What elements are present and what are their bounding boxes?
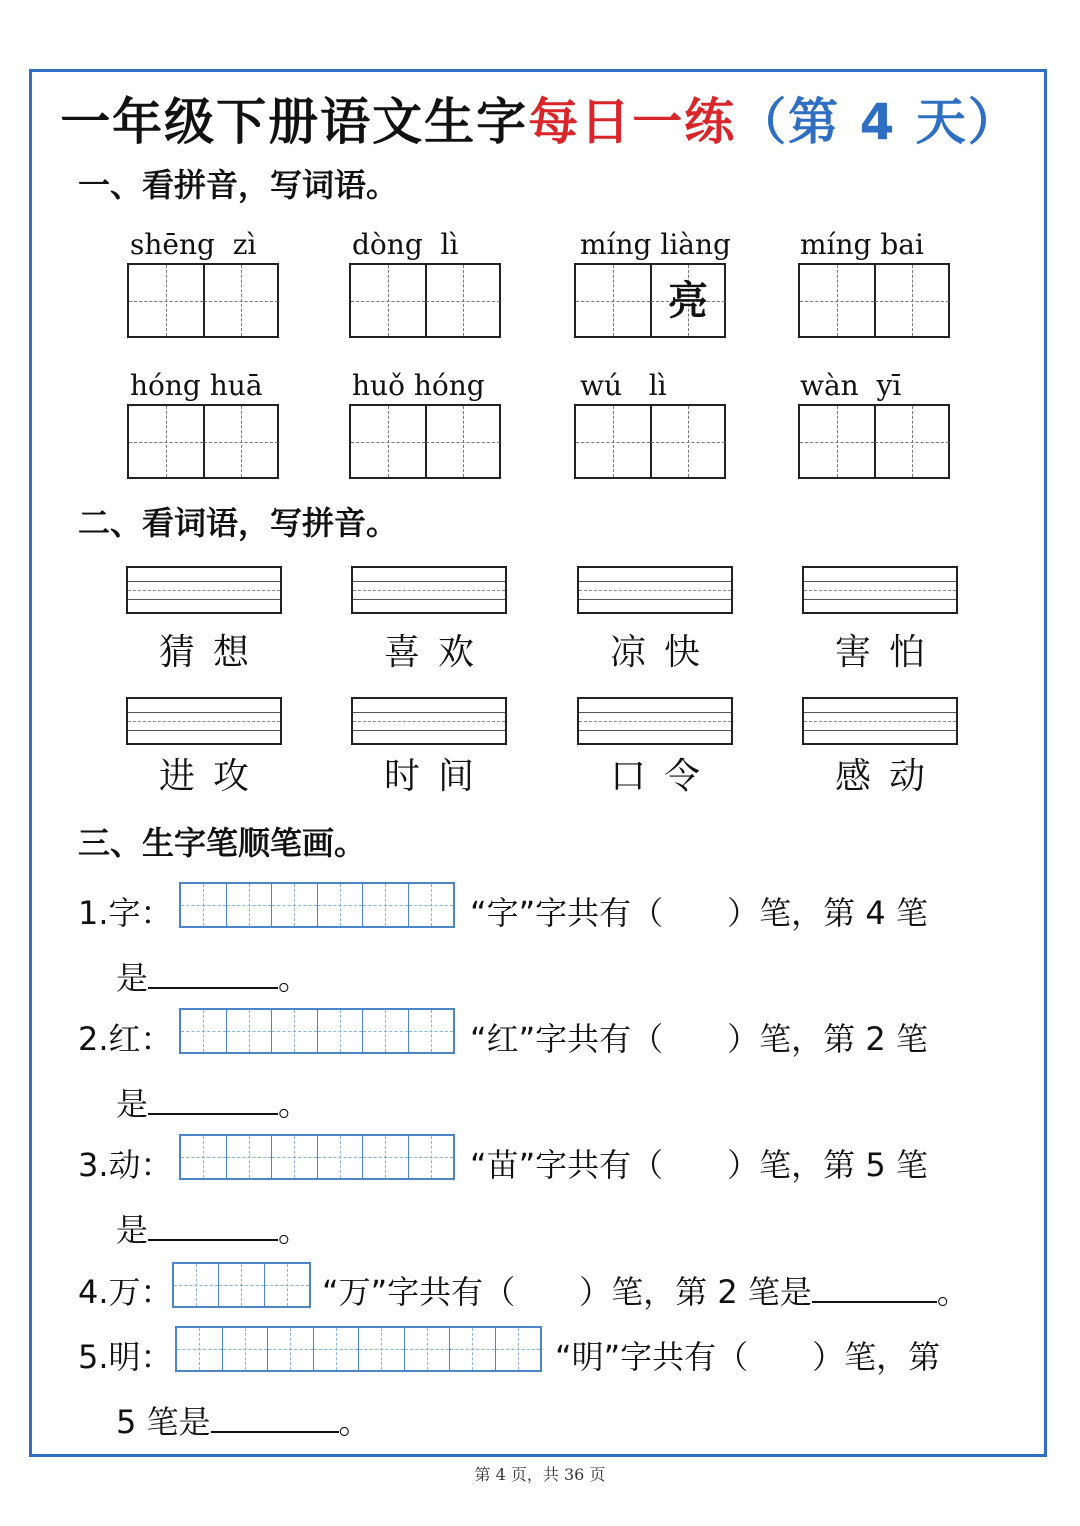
vocab-word: 猜想	[158, 632, 267, 673]
stroke-cell[interactable]	[265, 1264, 309, 1306]
tianzige-cell[interactable]	[204, 265, 278, 336]
vocab-word: 喜欢	[383, 632, 492, 673]
title-main: 一年级下册语文生字	[60, 93, 529, 151]
q1-blank[interactable]	[148, 987, 278, 989]
pinyin-writing-lines[interactable]	[802, 697, 958, 745]
stroke-cell[interactable]	[272, 1010, 318, 1052]
section3-heading: 三、生字笔顺笔画。	[78, 824, 367, 862]
tianzige-box[interactable]	[349, 404, 501, 479]
q3-answer-line	[116, 1205, 310, 1251]
q2-stroke-grid[interactable]	[179, 1008, 455, 1054]
tianzige-cell[interactable]	[204, 406, 278, 477]
vocab-word: 口令	[609, 756, 718, 797]
q3-cont: 是	[116, 1211, 149, 1249]
q4-label: 4.万：	[78, 1273, 173, 1311]
given-character	[800, 406, 874, 477]
stroke-cell[interactable]	[272, 1136, 318, 1178]
tianzige-cell[interactable]	[576, 265, 652, 336]
tianzige-box[interactable]	[127, 263, 279, 338]
q2-answer-line	[116, 1079, 310, 1125]
stroke-cell[interactable]	[174, 1264, 219, 1306]
stroke-cell[interactable]	[359, 1328, 405, 1370]
given-character	[576, 265, 650, 336]
q4-blank[interactable]	[812, 1301, 937, 1303]
stroke-cell[interactable]	[318, 884, 364, 926]
q5-end: 。	[338, 1403, 371, 1441]
q5-stroke-grid[interactable]	[175, 1326, 542, 1372]
q3-stroke-grid[interactable]	[179, 1134, 455, 1180]
q1-stroke-grid[interactable]	[179, 882, 455, 928]
pinyin-label: shēng zì	[130, 228, 257, 261]
q2-text: “红”字共有（ ）笔，第 2 笔	[470, 1020, 928, 1058]
tianzige-cell[interactable]	[576, 406, 652, 477]
q1-end: 。	[278, 959, 311, 997]
pinyin-writing-lines[interactable]	[351, 697, 507, 745]
pinyin-writing-lines[interactable]	[351, 566, 507, 614]
q4-end: 。	[936, 1273, 969, 1311]
stroke-cell[interactable]	[227, 1136, 273, 1178]
vocab-word: 进攻	[158, 756, 267, 797]
q5-answer-line	[116, 1397, 371, 1443]
title-day: （第 4 天）	[736, 93, 1020, 151]
stroke-cell[interactable]	[450, 1328, 496, 1370]
stroke-cell[interactable]	[318, 1010, 364, 1052]
given-character	[576, 406, 650, 477]
q1-answer-line	[116, 953, 310, 999]
stroke-cell[interactable]	[405, 1328, 451, 1370]
given-character	[875, 265, 949, 336]
given-character	[351, 265, 425, 336]
given-character	[351, 406, 425, 477]
stroke-cell[interactable]	[177, 1328, 223, 1370]
q3-label: 3.动：	[78, 1146, 173, 1184]
q4-text-line	[322, 1267, 969, 1313]
stroke-cell[interactable]	[227, 1010, 273, 1052]
tianzige-cell[interactable]	[651, 406, 725, 477]
given-character: 亮	[668, 277, 708, 324]
given-character	[204, 265, 278, 336]
stroke-cell[interactable]	[314, 1328, 360, 1370]
vocab-word: 凉快	[609, 632, 718, 673]
stroke-cell[interactable]	[363, 1136, 409, 1178]
stroke-cell[interactable]	[409, 1010, 454, 1052]
tianzige-box[interactable]	[798, 263, 950, 338]
q2-blank[interactable]	[148, 1113, 278, 1115]
pinyin-label: huǒ hóng	[352, 369, 485, 402]
given-character	[426, 265, 500, 336]
q1-text: “字”字共有（ ）笔，第 4 笔	[470, 894, 928, 932]
q1-label: 1.字：	[78, 894, 173, 932]
given-character	[129, 265, 203, 336]
tianzige-cell[interactable]	[351, 406, 427, 477]
section1-heading: 一、看拼音，写词语。	[78, 166, 399, 204]
section2-heading: 二、看词语，写拼音。	[78, 504, 399, 542]
given-character	[800, 265, 874, 336]
q1-cont: 是	[116, 959, 149, 997]
pinyin-label: míng liàng	[580, 228, 731, 261]
tianzige-box[interactable]	[127, 404, 279, 479]
page-footer: 第 4 页，共 36 页	[474, 1465, 606, 1484]
vocab-word: 感动	[834, 756, 943, 797]
stroke-cell[interactable]	[272, 884, 318, 926]
stroke-cell[interactable]	[223, 1328, 269, 1370]
vocab-word: 时间	[383, 756, 492, 797]
pinyin-writing-lines[interactable]	[126, 697, 282, 745]
title-highlight: 每日一练	[528, 93, 737, 151]
q3-blank[interactable]	[148, 1239, 278, 1241]
q5-blank[interactable]	[211, 1431, 339, 1433]
pinyin-label: míng bai	[800, 228, 924, 261]
stroke-cell[interactable]	[363, 1010, 409, 1052]
given-character	[651, 406, 725, 477]
vocab-word: 害怕	[834, 632, 943, 673]
pinyin-label: dòng lì	[352, 228, 459, 261]
q2-label: 2.红：	[78, 1020, 173, 1058]
q2-end: 。	[278, 1085, 311, 1123]
tianzige-cell[interactable]	[426, 406, 500, 477]
tianzige-box[interactable]	[349, 263, 501, 338]
tianzige-cell[interactable]	[875, 265, 949, 336]
tianzige-cell[interactable]	[800, 406, 876, 477]
q2-cont: 是	[116, 1085, 149, 1123]
tianzige-cell[interactable]	[351, 265, 427, 336]
tianzige-box[interactable]	[574, 404, 726, 479]
stroke-cell[interactable]	[409, 1136, 454, 1178]
q3-text: “苗”字共有（ ）笔，第 5 笔	[470, 1146, 928, 1184]
q5-text: “明”字共有（ ）笔，第	[555, 1338, 941, 1376]
q4-stroke-grid[interactable]	[172, 1262, 311, 1308]
stroke-cell[interactable]	[363, 884, 409, 926]
stroke-cell[interactable]	[181, 884, 227, 926]
tianzige-cell[interactable]	[875, 406, 949, 477]
pinyin-label: wú lì	[580, 369, 667, 402]
stroke-cell[interactable]	[496, 1328, 541, 1370]
given-character	[875, 406, 949, 477]
stroke-cell[interactable]	[409, 884, 454, 926]
pinyin-label: wàn yī	[800, 369, 902, 402]
stroke-cell[interactable]	[268, 1328, 314, 1370]
tianzige-cell[interactable]	[651, 265, 725, 336]
pinyin-writing-lines[interactable]	[577, 697, 733, 745]
tianzige-cell[interactable]	[800, 265, 876, 336]
tianzige-cell[interactable]	[426, 265, 500, 336]
given-character	[426, 406, 500, 477]
tianzige-box[interactable]	[798, 404, 950, 479]
given-character	[204, 406, 278, 477]
stroke-cell[interactable]	[227, 884, 273, 926]
pinyin-writing-lines[interactable]	[126, 566, 282, 614]
tianzige-cell[interactable]	[129, 406, 205, 477]
pinyin-label: hóng huā	[130, 369, 263, 402]
stroke-cell[interactable]	[219, 1264, 264, 1306]
given-character	[129, 406, 203, 477]
pinyin-writing-lines[interactable]	[802, 566, 958, 614]
stroke-cell[interactable]	[181, 1136, 227, 1178]
q3-end: 。	[278, 1211, 311, 1249]
pinyin-writing-lines[interactable]	[577, 566, 733, 614]
q5-label: 5.明：	[78, 1338, 173, 1376]
stroke-cell[interactable]	[181, 1010, 227, 1052]
stroke-cell[interactable]	[318, 1136, 364, 1178]
tianzige-box[interactable]	[574, 263, 726, 338]
tianzige-cell[interactable]	[129, 265, 205, 336]
q5-cont: 5 笔是	[116, 1403, 211, 1441]
page-title	[0, 82, 1080, 154]
q4-text: “万”字共有（ ）笔，第 2 笔是	[322, 1273, 812, 1311]
